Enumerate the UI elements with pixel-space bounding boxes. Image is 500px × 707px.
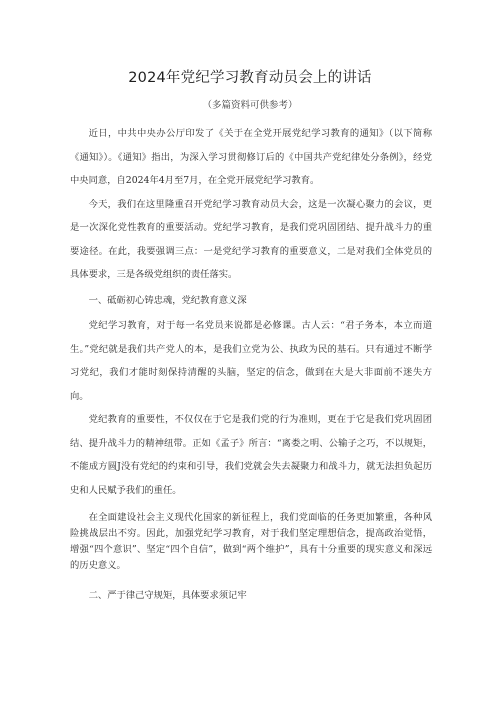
paragraph-section1-a: 党纪学习教育，对于每一名党员来说都是必修课。古人云：“君子务本，本立而道生。”党纪就是我们共产党人的本，是我们立党为公、执政为民的基石。只有通过不断学习党纪，我们才能时刻保持清醒的头脑，坚定的信念，做到在大是大非面前不迷失方向。 [70,320,432,402]
paragraph-overview: 今天，我们在这里隆重召开党纪学习教育动员大会，这是一次凝心聚力的会议，更是一次深化党性教育的重要活动。党纪学习教育，是我们党巩固团结、提升战斗力的重要途径。在此，我要强调三点：一是党纪学习教育的重要意义，二是对我们全体党员的具体要求，三是各级党组织的责任落实。 [70,198,432,280]
document-subtitle: （多篇资料可供参考） [202,100,298,111]
paragraph-section1-b: 党纪教育的重要性，不仅仅在于它是我们党的行为准则，更在于它是我们党巩固团结、提升战斗力的精神纽带。正如《孟子》所言：“离娄之明、公输子之巧，不以规矩，不能成方圆J没有党纪的约束和引导，我们党就会失去凝聚力和战斗力，就无法担负起历史和人民赋予我们的重任。 [70,414,432,496]
document-title: 2024年党纪学习教育动员会上的讲话 [128,70,372,86]
section-heading-1: 一、砥砺初心铸忠魂，党纪教育意义深 [88,294,247,306]
section-heading-2: 二、严于律己守规矩，具体要求须记牢 [88,590,247,601]
paragraph-section1-c: 在全面建设社会主义现代化国家的新征程上，我们党面临的任务更加繁重，各种风险挑战层出不穷。因此，加强党纪学习教育，对于我们坚定理想信念，提高政治觉悟，增强“四个意识”、坚定“四个自信”，做到“两个维护”，具有十分重要的现实意义和深远的历史意义。 [70,512,432,571]
paragraph-intro: 近日，中共中央办公厅印发了《关于在全党开展党纪学习教育的通知》（以下简称《通知》）。《通知》指出，为深入学习贯彻修订后的《中国共产党纪律处分条例》，经党中央同意，自2024年4月至7月，在全党开展党纪学习教育。 [70,128,432,186]
document-body [70,122,432,610]
